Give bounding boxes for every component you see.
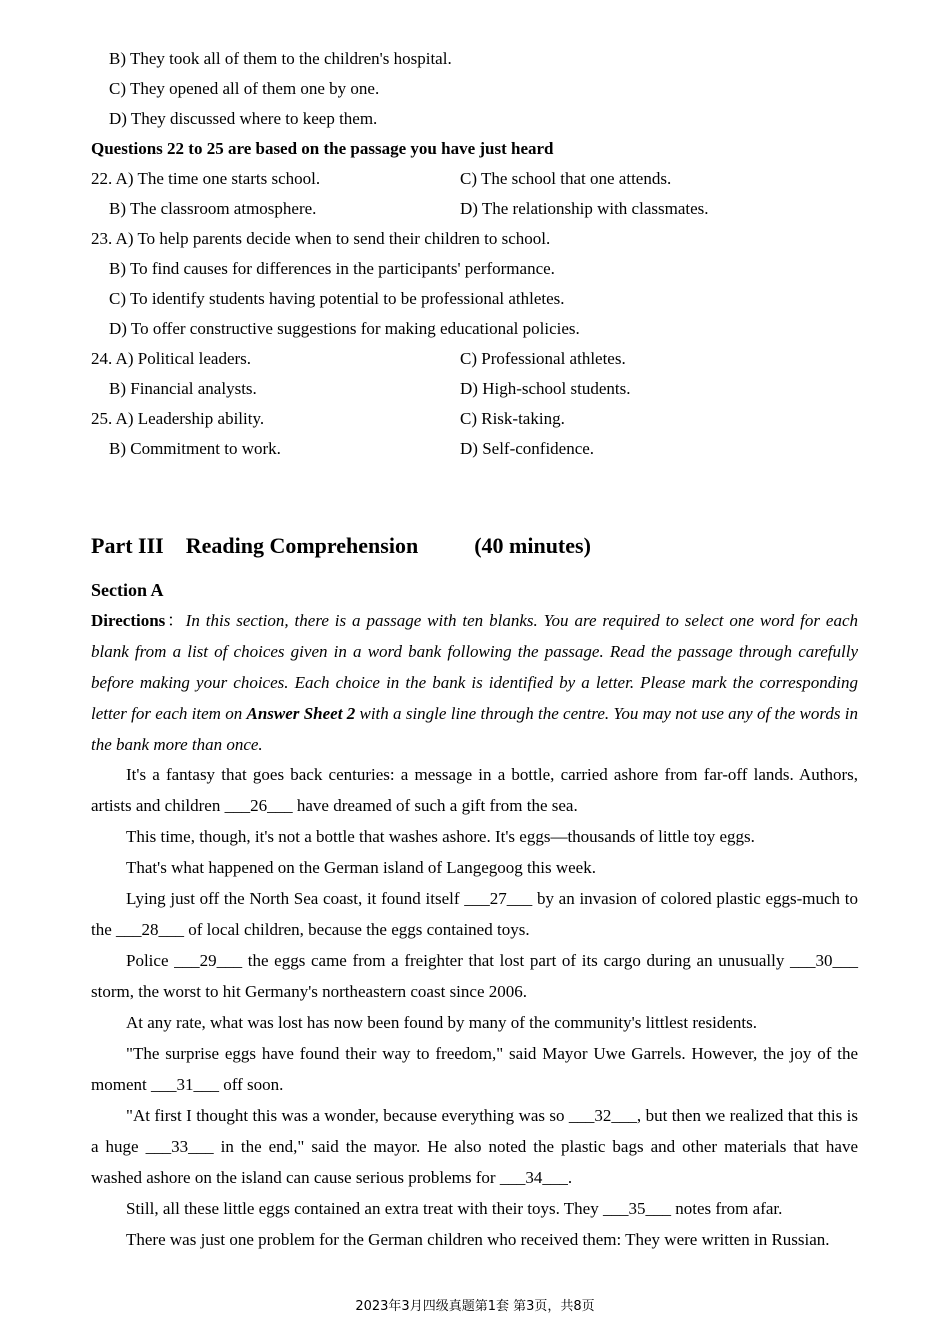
directions-label: Directions <box>91 611 166 630</box>
listening-options <box>91 44 858 464</box>
q25-option-c: C) Risk-taking. <box>460 409 565 428</box>
passage-paragraph: Lying just off the North Sea coast, it found itself ___27___ by an invasion of colored plastic eggs-much to the ___28___ of local children, because the eggs contained toys. <box>91 889 858 939</box>
q24-option-c: C) Professional athletes. <box>460 349 626 368</box>
q25-option-d: D) Self-confidence. <box>460 439 595 458</box>
passage-paragraph: That's what happened on the German island of Langegoog this week. <box>126 858 596 877</box>
section-heading: Section A <box>91 580 164 600</box>
answer-sheet-label: Answer Sheet 2 <box>246 704 356 723</box>
q22-option-d: D) The relationship with classmates. <box>460 199 709 218</box>
directions-text-1: In this section, there is a passage with ten blanks. You are required to select one word for each blank from a list of choices given in a word bank following the passage. Read the passage through carefully before making your choices. Each choice in the bank is identified by a letter. Please mark the corresponding letter for each item on <box>91 611 858 723</box>
directions-text-2: with a single line through the centre. You may not use any of the words in the bank more than once. <box>91 704 858 754</box>
q22-option-c: C) The school that one attends. <box>460 169 672 188</box>
part-time: (40 minutes) <box>474 533 591 558</box>
part-heading <box>91 530 591 562</box>
passage <box>91 759 858 1255</box>
directions-colon: ： <box>165 611 186 630</box>
directions <box>91 605 858 760</box>
q23-option-d: D) To offer constructive suggestions for making educational policies. <box>109 319 580 338</box>
q23-option-a: 23. A) To help parents decide when to send their children to school. <box>91 229 551 248</box>
passage-paragraph: It's a fantasy that goes back centuries: a message in a bottle, carried ashore from far-off lands. Authors, artists and children ___26___ have dreamed of such a gift from the sea. <box>91 765 858 815</box>
part-label: Part III <box>91 533 164 558</box>
q25-row1 <box>91 404 858 434</box>
passage-paragraph: There was just one problem for the German children who received them: They were written in Russian. <box>126 1230 830 1249</box>
part-title: Reading Comprehension <box>185 533 419 558</box>
questions-heading: Questions 22 to 25 are based on the passage you have just heard <box>91 139 554 158</box>
q24-option-d: D) High-school students. <box>460 379 631 398</box>
q22-option-b: B) The classroom atmosphere. <box>109 199 317 218</box>
q23-option-c: C) To identify students having potential to be professional athletes. <box>109 289 565 308</box>
passage-paragraph: "At first I thought this was a wonder, because everything was so ___32___, but then we realized that this is a huge ___33___ in the end," said the mayor. He also noted the plastic bags and other materials that have washed ashore on the island can cause serious problems for ___34___. <box>91 1106 858 1187</box>
passage-paragraph: Police ___29___ the eggs came from a freighter that lost part of its cargo during an unusually ___30___ storm, the worst to hit Germany's northeastern coast since 2006. <box>91 951 858 1001</box>
q24-row2 <box>91 374 858 404</box>
option-c-prev: C) They opened all of them one by one. <box>109 79 380 98</box>
passage-paragraph: This time, though, it's not a bottle that washes ashore. It's eggs—thousands of little toy eggs. <box>126 827 755 846</box>
passage-paragraph: At any rate, what was lost has now been found by many of the community's littlest residents. <box>126 1013 758 1032</box>
q24-option-b: B) Financial analysts. <box>109 379 257 398</box>
option-d-prev: D) They discussed where to keep them. <box>109 109 378 128</box>
passage-paragraph: "The surprise eggs have found their way to freedom," said Mayor Uwe Garrels. However, the joy of the moment ___31___ off soon. <box>91 1044 858 1094</box>
passage-paragraph: Still, all these little eggs contained an extra treat with their toys. They ___35___ notes from afar. <box>126 1199 783 1218</box>
q25-option-a: 25. A) Leadership ability. <box>91 409 265 428</box>
q22-row1 <box>91 164 858 194</box>
q25-row2 <box>91 434 858 464</box>
page-footer: 2023年3月四级真题第1套 第3页，共8页 <box>355 1299 595 1314</box>
option-b-prev: B) They took all of them to the children's hospital. <box>109 49 452 68</box>
q24-row1 <box>91 344 858 374</box>
q22-row2 <box>91 194 858 224</box>
q22-option-a: 22. A) The time one starts school. <box>91 169 321 188</box>
q24-option-a: 24. A) Political leaders. <box>91 349 252 368</box>
q25-option-b: B) Commitment to work. <box>109 439 281 458</box>
q23-option-b: B) To find causes for differences in the participants' performance. <box>109 259 555 278</box>
